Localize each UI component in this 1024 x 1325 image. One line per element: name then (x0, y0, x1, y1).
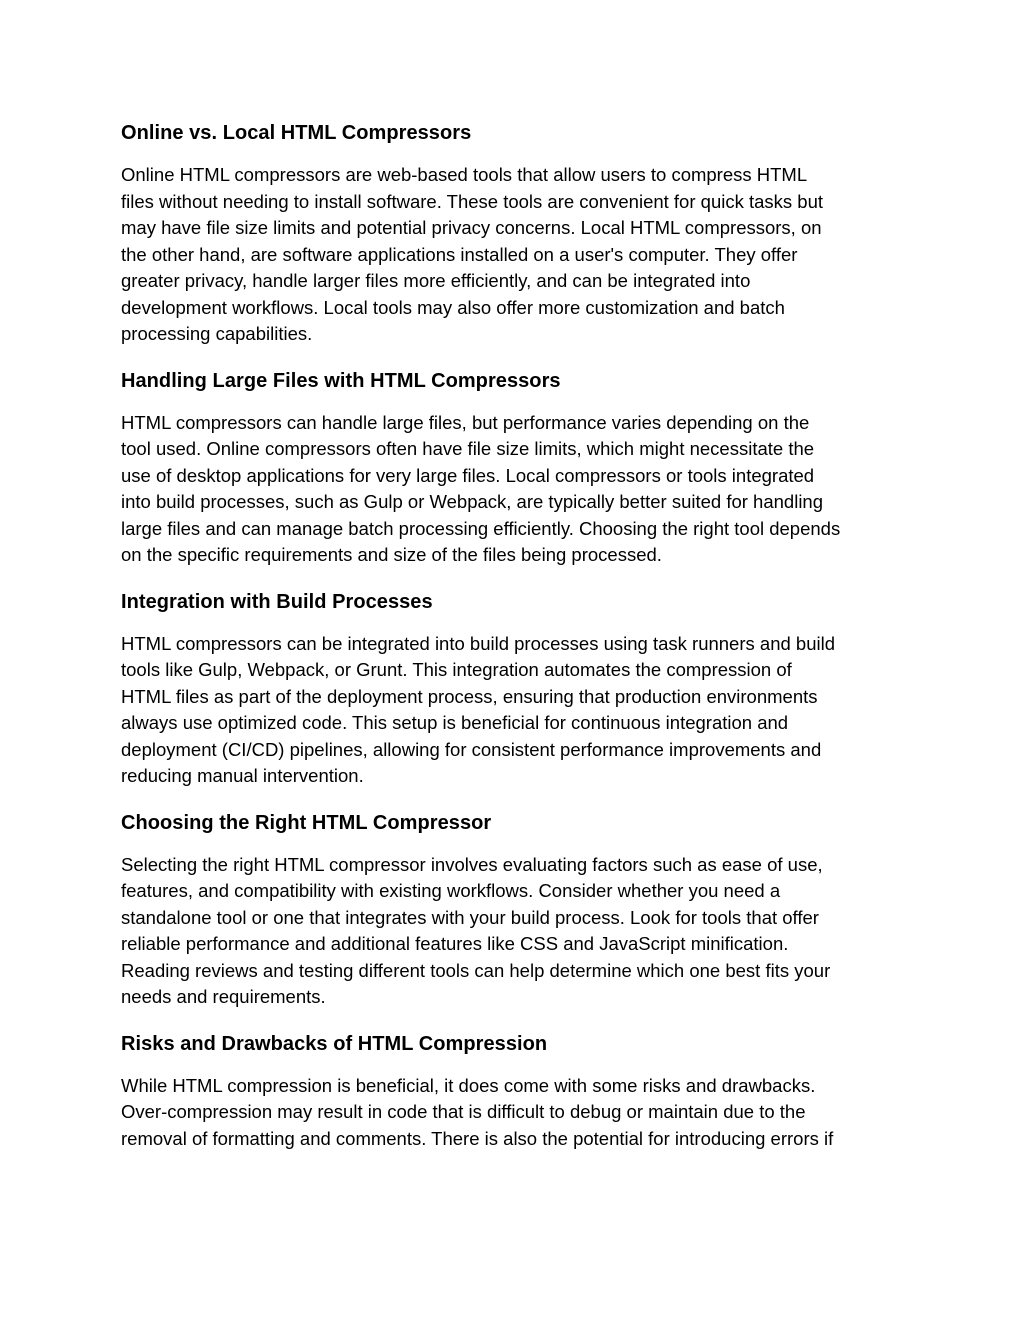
paragraph-line: HTML compressors can be integrated into build processes using task runners and build (121, 632, 835, 654)
section-paragraph (121, 410, 906, 569)
section-heading: Integration with Build Processes (121, 590, 433, 613)
paragraph-line: use of desktop applications for very large files. Local compressors or tools integrated (121, 464, 815, 486)
section-heading: Online vs. Local HTML Compressors (121, 122, 472, 144)
paragraph-line: the other hand, are software applications installed on a user's computer. They offer (121, 243, 798, 265)
paragraph-line: Over-compression may result in code that is difficult to debug or maintain due to the (121, 1101, 806, 1122)
section-paragraph (121, 1073, 906, 1153)
section-heading: Choosing the Right HTML Compressor (121, 811, 492, 834)
section-build-integration (121, 587, 906, 790)
paragraph-line: HTML files as part of the deployment process, ensuring that production environments (121, 685, 818, 707)
paragraph-line: standalone tool or one that integrates with your build process. Look for tools that offer (121, 906, 819, 928)
paragraph-line: reliable performance and additional features like CSS and JavaScript minification. (121, 933, 789, 954)
paragraph-line: HTML compressors can handle large files, but performance varies depending on the (121, 411, 810, 433)
paragraph-line: features, and compatibility with existing workflows. Consider whether you need a (121, 880, 781, 901)
document-page (121, 118, 906, 1170)
section-heading: Risks and Drawbacks of HTML Compression (121, 1032, 548, 1055)
paragraph-line: While HTML compression is beneficial, it does come with some risks and drawbacks. (121, 1074, 816, 1096)
paragraph-line: greater privacy, handle larger files more efficiently, and can be integrated into (121, 270, 751, 291)
paragraph-line: Online HTML compressors are web-based tools that allow users to compress HTML (121, 164, 808, 185)
paragraph-line: files without needing to install software. These tools are convenient for quick tasks but (121, 190, 824, 212)
section-paragraph (121, 162, 906, 348)
section-paragraph (121, 631, 906, 790)
paragraph-line: tools like Gulp, Webpack, or Grunt. This integration automates the compression of (121, 659, 792, 680)
paragraph-line: large files and can manage batch processing efficiently. Choosing the right tool depends (121, 517, 841, 539)
paragraph-line: development workflows. Local tools may also offer more customization and batch (121, 296, 785, 318)
section-heading: Handling Large Files with HTML Compressors (121, 369, 561, 392)
paragraph-line: into build processes, such as Gulp or Webpack, are typically better suited for handling (121, 491, 824, 512)
section-choosing-compressor (121, 808, 906, 1011)
paragraph-line: processing capabilities. (121, 323, 313, 344)
paragraph-line: Selecting the right HTML compressor involves evaluating factors such as ease of use, (121, 853, 823, 875)
section-risks-drawbacks (121, 1029, 906, 1153)
section-large-files (121, 366, 906, 569)
paragraph-line: always use optimized code. This setup is beneficial for continuous integration and (121, 712, 789, 733)
paragraph-line: Reading reviews and testing different tools can help determine which one best fits your (121, 959, 831, 981)
section-online-vs-local (121, 118, 906, 348)
paragraph-line: deployment (CI/CD) pipelines, allowing for consistent performance improvements and (121, 738, 822, 760)
paragraph-line: tool used. Online compressors often have file size limits, which might necessitate the (121, 438, 815, 459)
paragraph-line: on the specific requirements and size of the files being processed. (121, 544, 662, 565)
section-paragraph (121, 852, 906, 1011)
paragraph-line: may have file size limits and potential privacy concerns. Local HTML compressors, on (121, 217, 822, 238)
paragraph-line: reducing manual intervention. (121, 765, 364, 786)
paragraph-line: needs and requirements. (121, 986, 326, 1007)
paragraph-line: removal of formatting and comments. There is also the potential for introducing errors if (121, 1127, 834, 1149)
